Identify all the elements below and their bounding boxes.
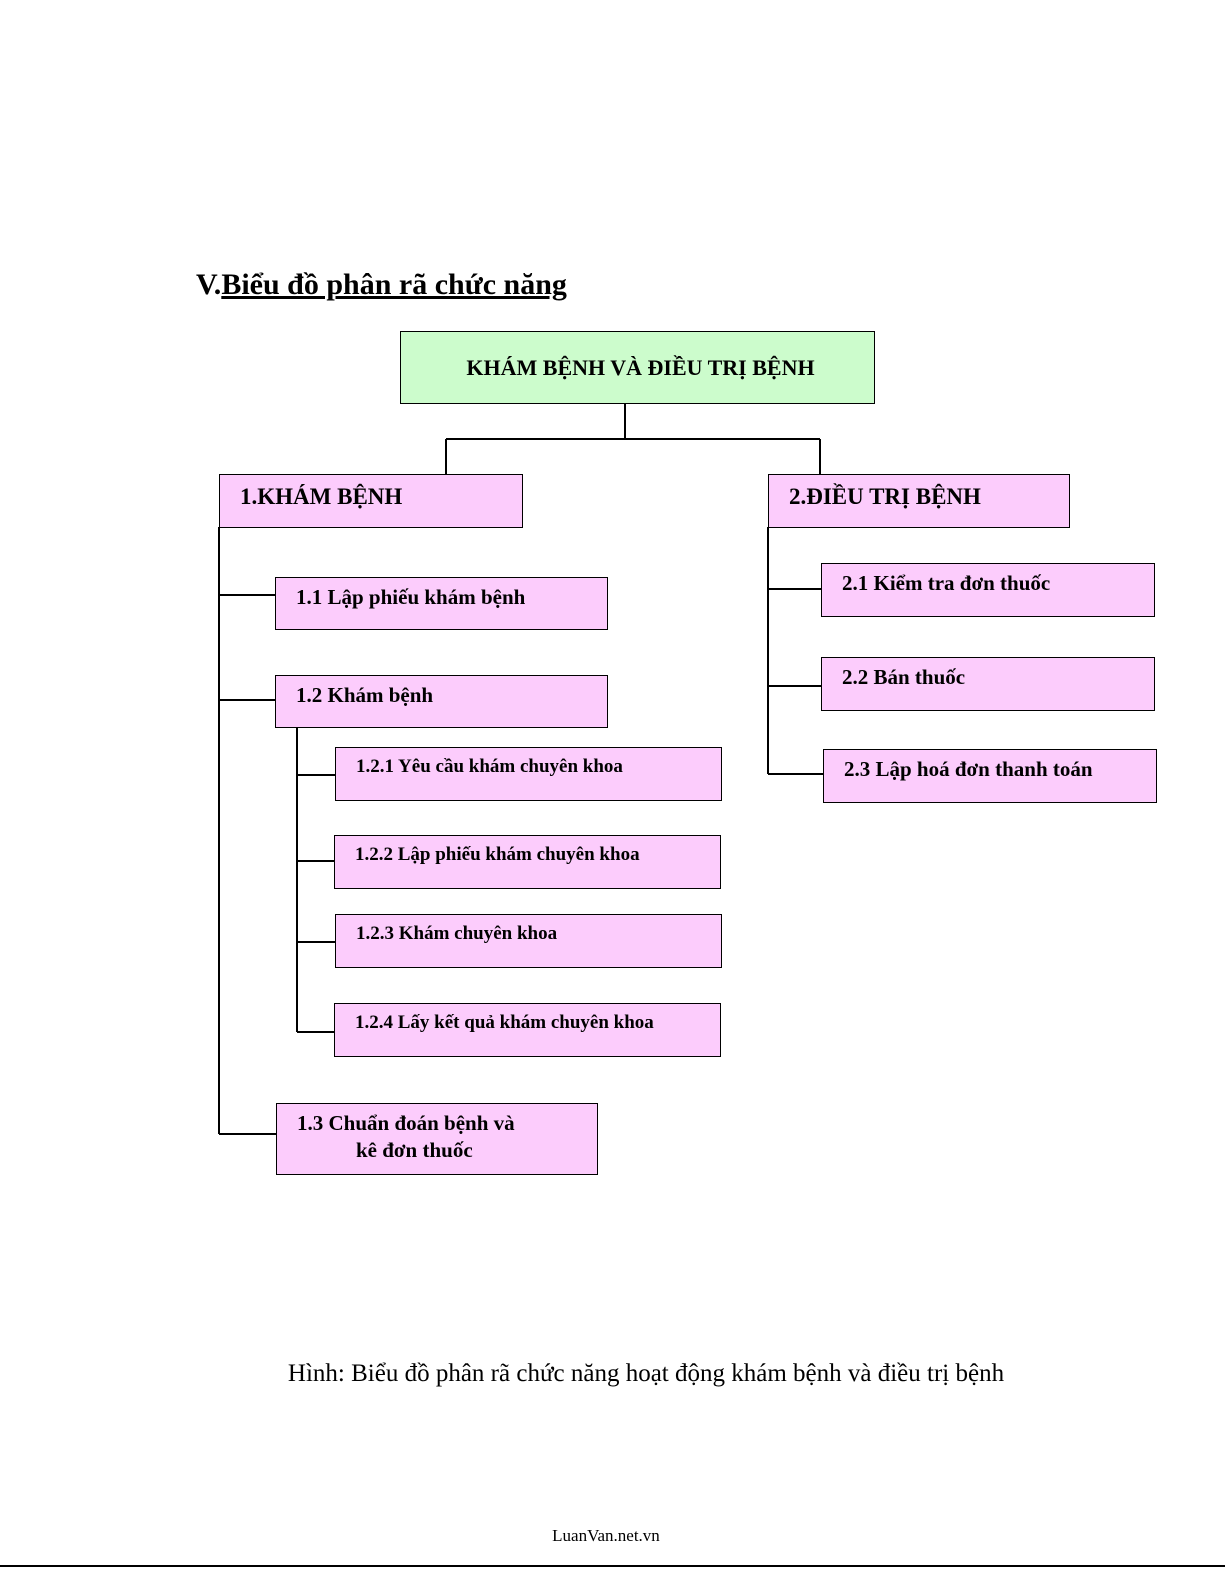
node-label: 2.3 Lập hoá đơn thanh toán — [844, 757, 1093, 781]
node-1-2-2 — [334, 835, 721, 889]
node-label-line-2: kê đơn thuốc — [356, 1138, 473, 1162]
root-node — [400, 331, 875, 404]
node-1-2-3 — [335, 914, 722, 968]
node-label: 2.1 Kiểm tra đơn thuốc — [842, 571, 1051, 595]
node-label: 1.2 Khám bệnh — [296, 683, 434, 707]
node-1-2 — [275, 675, 608, 728]
node-kham-benh — [219, 474, 523, 528]
footer-watermark: LuanVan.net.vn — [552, 1526, 660, 1545]
node-label: 1.2.1 Yêu cầu khám chuyên khoa — [356, 756, 623, 777]
root-label: KHÁM BỆNH VÀ ĐIỀU TRỊ BỆNH — [466, 354, 815, 380]
node-label-line-1: 1.3 Chuẩn đoán bệnh và — [297, 1111, 515, 1135]
node-1-3 — [276, 1103, 598, 1175]
node-1-2-1 — [335, 747, 722, 801]
bottom-divider — [0, 1565, 1225, 1567]
node-2-3 — [823, 749, 1157, 803]
node-2-2 — [821, 657, 1155, 711]
node-label: 1.1 Lập phiếu khám bệnh — [296, 585, 526, 609]
node-label: 1.2.3 Khám chuyên khoa — [356, 923, 558, 944]
node-1-2-4 — [334, 1003, 721, 1057]
node-label: 1.2.4 Lấy kết quả khám chuyên khoa — [355, 1012, 654, 1033]
heading-prefix: V. — [196, 268, 222, 301]
heading-title: Biểu đồ phân rã chức năng — [221, 268, 567, 301]
node-2-1 — [821, 563, 1155, 617]
figure-caption: Hình: Biểu đồ phân rã chức năng hoạt động khám bệnh và điều trị bệnh — [287, 1360, 1005, 1387]
node-label: 1.2.2 Lập phiếu khám chuyên khoa — [355, 844, 640, 865]
node-1-1 — [275, 577, 608, 630]
node-dieu-tri-benh — [768, 474, 1070, 528]
node-label: 2.ĐIỀU TRỊ BỆNH — [789, 484, 981, 509]
node-label: 2.2 Bán thuốc — [842, 665, 966, 689]
node-label: 1.KHÁM BỆNH — [240, 484, 403, 509]
